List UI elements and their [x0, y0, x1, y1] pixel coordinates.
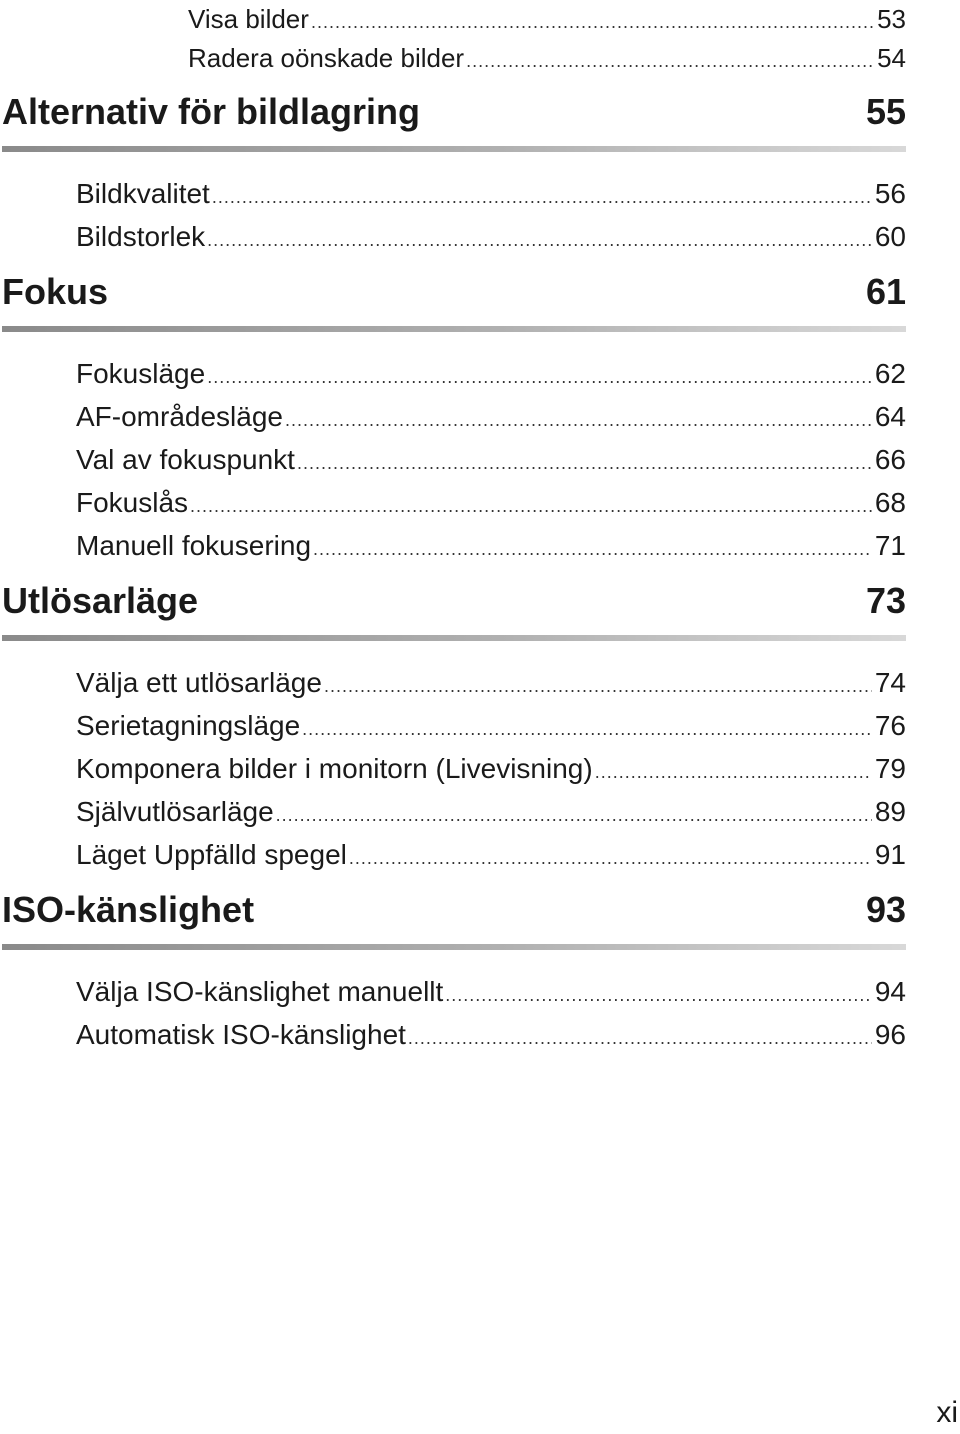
toc-entry-page: 74	[874, 667, 906, 698]
section-heading[interactable]	[0, 876, 906, 944]
dot-leader	[190, 485, 872, 528]
toc-entry-page: 66	[874, 444, 906, 475]
dot-leader	[445, 974, 872, 1017]
section-title: ISO-känslighet	[2, 889, 255, 930]
dot-leader	[311, 3, 874, 42]
toc-entry-label: Serietagningsläge	[76, 710, 301, 741]
toc-entry-label: AF-områdesläge	[76, 401, 283, 432]
dot-leader	[276, 794, 872, 837]
toc-entry[interactable]	[0, 1013, 906, 1056]
toc-entry[interactable]	[0, 790, 906, 833]
toc-entry-page: 62	[874, 358, 906, 389]
dot-leader	[408, 1017, 872, 1060]
dot-leader	[324, 665, 872, 708]
toc-entry-page: 96	[874, 1019, 906, 1050]
toc-entry-label: Manuell fokusering	[76, 530, 312, 561]
toc-entry-label: Läget Uppfälld spegel	[76, 839, 347, 870]
dot-leader	[285, 399, 872, 442]
toc-entry-page: 68	[874, 487, 906, 518]
toc-entry-label: Välja ISO-känslighet manuellt	[76, 976, 444, 1007]
toc-entry-page: 76	[874, 710, 906, 741]
section-page: 73	[865, 580, 906, 621]
section-divider	[2, 146, 906, 152]
toc-entry-label: Bildkvalitet	[76, 178, 210, 209]
toc-entry-label: Bildstorlek	[76, 221, 206, 252]
dot-leader	[212, 176, 872, 219]
toc-entry[interactable]	[0, 172, 906, 215]
section-title: Utlösarläge	[2, 580, 199, 621]
section-divider	[2, 326, 906, 332]
toc-entry-label: Automatisk ISO-känslighet	[76, 1019, 406, 1050]
section-page: 61	[865, 271, 906, 312]
section-divider	[2, 944, 906, 950]
toc-entry-label: Välja ett utlösarläge	[76, 667, 322, 698]
toc-entry-label: Fokusläge	[76, 358, 206, 389]
toc-entry-page: 94	[874, 976, 906, 1007]
toc-entry[interactable]	[0, 833, 906, 876]
toc-entry-page: 60	[874, 221, 906, 252]
toc-entry[interactable]	[0, 524, 906, 567]
toc-entry[interactable]	[0, 215, 906, 258]
toc-entry[interactable]	[0, 481, 906, 524]
section-title: Alternativ för bildlagring	[2, 91, 421, 132]
dot-leader	[313, 528, 872, 571]
toc-entry-label: Val av fokuspunkt	[76, 444, 295, 475]
dot-leader	[349, 837, 872, 880]
page-number: xi	[936, 1396, 958, 1429]
dot-leader	[302, 708, 872, 751]
toc-entry-page: 64	[874, 401, 906, 432]
toc-entry-label: Radera oönskade bilder	[188, 43, 465, 73]
toc-entry[interactable]	[0, 747, 906, 790]
toc-entry-page: 89	[874, 796, 906, 827]
toc-entry[interactable]	[0, 970, 906, 1013]
section-page: 93	[865, 889, 906, 930]
toc-entry-label: Visa bilder	[188, 4, 309, 34]
toc-entry[interactable]	[0, 39, 906, 78]
dot-leader	[207, 219, 872, 262]
section-page: 55	[865, 91, 906, 132]
toc-entry[interactable]	[0, 661, 906, 704]
dot-leader	[207, 356, 872, 399]
toc-entry[interactable]	[0, 395, 906, 438]
section-heading[interactable]	[0, 258, 906, 326]
dot-leader	[595, 751, 872, 794]
toc-entry-page: 91	[874, 839, 906, 870]
toc-entry-page: 54	[877, 43, 906, 73]
toc-entry-label: Komponera bilder i monitorn (Livevisning)	[76, 753, 593, 784]
toc-entry[interactable]	[0, 438, 906, 481]
toc-entry-page: 71	[874, 530, 906, 561]
toc-entry-label: Självutlösarläge	[76, 796, 274, 827]
toc-entry-page: 53	[877, 4, 906, 34]
dot-leader	[297, 442, 872, 485]
dot-leader	[466, 42, 874, 81]
toc-entry[interactable]	[0, 0, 906, 39]
toc-entry-label: Fokuslås	[76, 487, 189, 518]
section-heading[interactable]	[0, 567, 906, 635]
toc-entry[interactable]	[0, 352, 906, 395]
toc-entry[interactable]	[0, 704, 906, 747]
section-divider	[2, 635, 906, 641]
section-heading[interactable]	[0, 78, 906, 146]
section-title: Fokus	[2, 271, 109, 312]
toc-entry-page: 56	[874, 178, 906, 209]
toc-entry-page: 79	[874, 753, 906, 784]
